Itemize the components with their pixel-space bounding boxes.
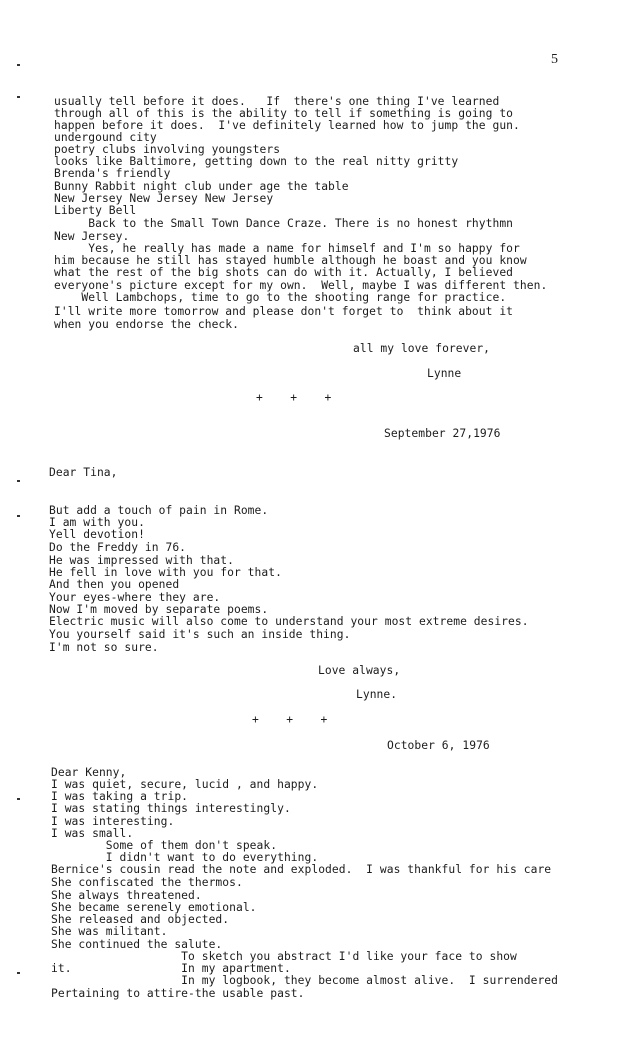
letter-signature: Lynne: [427, 367, 462, 380]
page-number: 5: [551, 52, 558, 67]
text-line: New Jersey New Jersey New Jersey: [54, 192, 274, 205]
text-line: Bunny Rabbit night club under age the table: [54, 180, 349, 193]
poem-line: But add a touch of pain in Rome.: [49, 504, 269, 517]
text-line: She released and objected.: [51, 913, 230, 926]
text-line: happen before it does. I've definitely learned how to jump the gun.: [54, 119, 520, 132]
margin-mark: [17, 64, 20, 66]
margin-mark: [17, 96, 20, 98]
margin-mark: [17, 972, 20, 974]
text-line: undergound city: [54, 131, 157, 144]
text-line: Well Lambchops, time to go to the shooting range for practice.: [54, 291, 507, 304]
poem-line: Do the Freddy in 76.: [49, 541, 187, 554]
text-line: I was interesting.: [51, 815, 175, 828]
text-line: New Jersey.: [54, 230, 130, 243]
letter-date: October 6, 1976: [387, 739, 490, 752]
text-line: it. In my apartment.: [51, 962, 291, 975]
text-line: everyone's picture except for my own. Well, maybe I was different then.: [54, 279, 548, 292]
text-line: I'll write more tomorrow and please don't forget to think about it: [54, 305, 514, 318]
text-line: She always threatened.: [51, 889, 202, 902]
text-line: Some of them don't speak.: [51, 839, 278, 852]
poem-line: He fell in love with you for that.: [49, 566, 282, 579]
text-line: Bernice's cousin read the note and exploded. I was thankful for his care: [51, 863, 552, 876]
text-line: Yes, he really has made a name for himself and I'm so happy for: [54, 242, 520, 255]
margin-mark: [17, 515, 20, 517]
text-line: him because he still has stayed humble although he boast and you know: [54, 254, 527, 267]
text-line: looks like Baltimore, getting down to the real nitty gritty: [54, 155, 459, 168]
text-line: She became serenely emotional.: [51, 901, 257, 914]
text-line: what the rest of the big shots can do with it. Actually, I believed: [54, 266, 514, 279]
poem-line: I'm not so sure.: [49, 641, 159, 654]
text-line: Pertaining to attire-the usable past.: [51, 987, 305, 1000]
letter-signature: Lynne.: [356, 688, 398, 701]
text-line: poetry clubs involving youngsters: [54, 143, 281, 156]
poem-line: Your eyes-where they are.: [49, 591, 221, 604]
letter-closing: all my love forever,: [353, 342, 491, 355]
text-line: She confiscated the thermos.: [51, 876, 243, 889]
text-line: I was stating things interestingly.: [51, 802, 291, 815]
text-line: She was militant.: [51, 925, 168, 938]
poem-line: Yell devotion!: [49, 528, 145, 541]
text-line: through all of this is the ability to tell if something is going to: [54, 107, 514, 120]
text-line: Back to the Small Town Dance Craze. There is no honest rhythmn: [54, 217, 514, 230]
text-line: In my logbook, they become almost alive. I surrendered: [51, 974, 558, 987]
poem-line: He was impressed with that.: [49, 554, 234, 567]
text-line: I was small.: [51, 827, 134, 840]
text-line: Liberty Bell: [54, 204, 137, 217]
letter-closing: Love always,: [318, 664, 401, 677]
letter-salutation: Dear Kenny,: [51, 766, 127, 779]
poem-line: I am with you.: [49, 516, 145, 529]
text-line: when you endorse the check.: [54, 318, 239, 331]
poem-line: You yourself said it's such an inside thing.: [49, 628, 351, 641]
text-line: I was quiet, secure, lucid , and happy.: [51, 778, 319, 791]
text-line: I was taking a trip.: [51, 790, 189, 803]
poem-line: Now I'm moved by separate poems.: [49, 603, 269, 616]
text-line: I didn't want to do everything.: [51, 851, 319, 864]
section-separator: + + +: [252, 713, 328, 726]
text-line: usually tell before it does. If there's one thing I've learned: [54, 95, 500, 108]
section-separator: + + +: [256, 391, 332, 404]
text-line: She continued the salute.: [51, 938, 223, 951]
margin-mark: [17, 480, 20, 482]
text-line: To sketch you abstract I'd like your face to show: [51, 950, 517, 963]
margin-mark: [17, 798, 20, 800]
letter-salutation: Dear Tina,: [49, 466, 118, 479]
letter-date: September 27,1976: [384, 427, 501, 440]
text-line: Brenda's friendly: [54, 167, 171, 180]
poem-line: Electric music will also come to understand your most extreme desires.: [49, 615, 529, 628]
poem-line: And then you opened: [49, 578, 180, 591]
